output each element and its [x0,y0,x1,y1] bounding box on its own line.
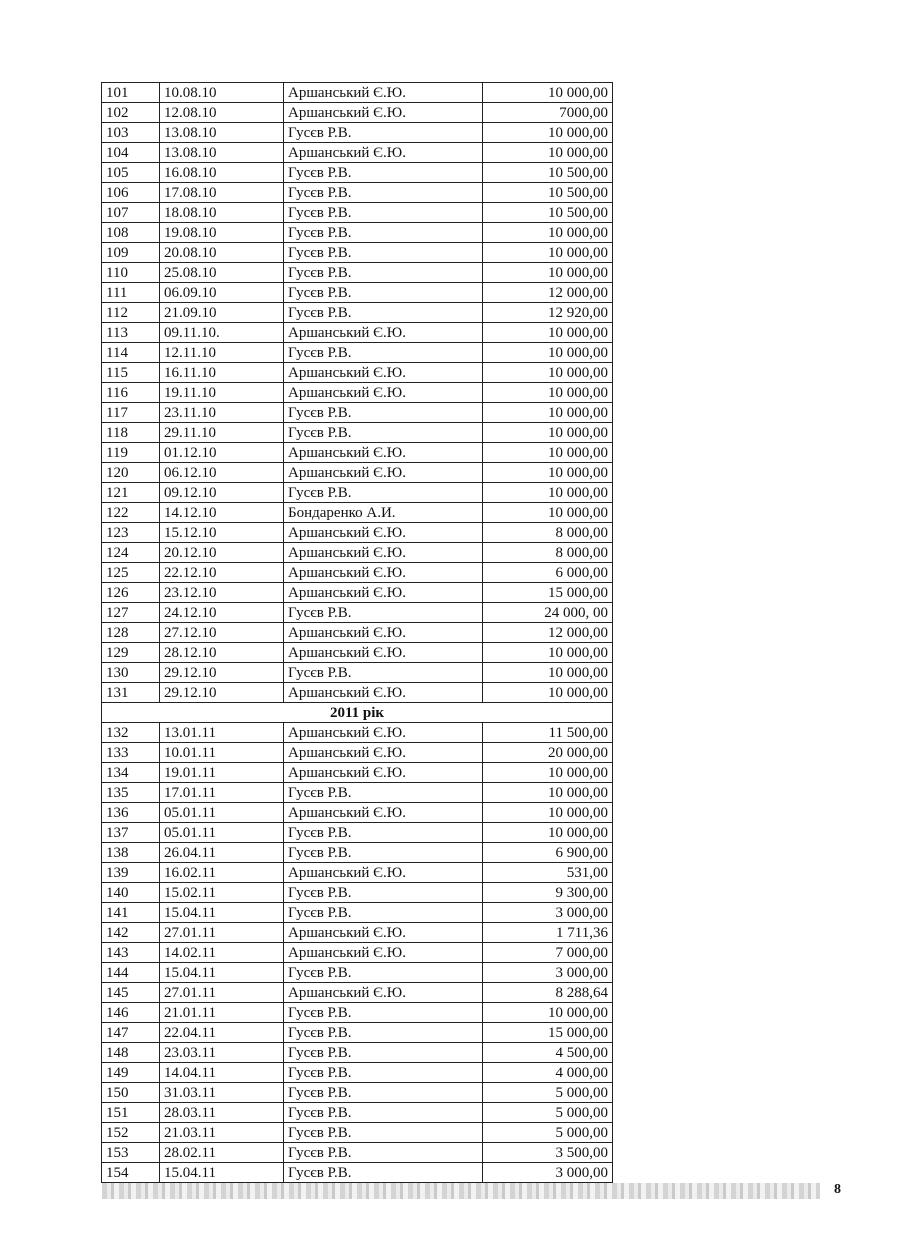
row-amount: 10 000,00 [483,223,613,243]
row-amount: 10 000,00 [483,663,613,683]
row-date: 27.01.11 [160,983,284,1003]
row-amount: 5 000,00 [483,1103,613,1123]
row-number: 139 [102,863,160,883]
row-date: 10.01.11 [160,743,284,763]
row-number: 120 [102,463,160,483]
table-row [102,143,613,163]
row-date: 05.01.11 [160,823,284,843]
row-number: 117 [102,403,160,423]
row-amount: 4 000,00 [483,1063,613,1083]
row-name: Гусєв Р.В. [284,263,483,283]
row-number: 111 [102,283,160,303]
row-amount: 10 000,00 [483,143,613,163]
row-amount: 8 288,64 [483,983,613,1003]
row-name: Аршанський Є.Ю. [284,623,483,643]
row-amount: 10 500,00 [483,163,613,183]
row-amount: 10 500,00 [483,183,613,203]
row-name: Гусєв Р.В. [284,1143,483,1163]
row-date: 22.12.10 [160,563,284,583]
row-name: Гусєв Р.В. [284,783,483,803]
row-name: Гусєв Р.В. [284,1003,483,1023]
row-amount: 11 500,00 [483,723,613,743]
row-name: Аршанський Є.Ю. [284,363,483,383]
row-name: Гусєв Р.В. [284,1163,483,1183]
row-amount: 10 000,00 [483,123,613,143]
row-name: Аршанський Є.Ю. [284,143,483,163]
row-amount: 3 500,00 [483,1143,613,1163]
row-amount: 3 000,00 [483,903,613,923]
row-name: Бондаренко А.И. [284,503,483,523]
table-row [102,1003,613,1023]
row-number: 140 [102,883,160,903]
row-number: 144 [102,963,160,983]
table-row [102,563,613,583]
row-amount: 3 000,00 [483,963,613,983]
row-name: Гусєв Р.В. [284,603,483,623]
row-date: 15.04.11 [160,903,284,923]
row-amount: 6 000,00 [483,563,613,583]
row-name: Аршанський Є.Ю. [284,683,483,703]
row-number: 132 [102,723,160,743]
row-name: Гусєв Р.В. [284,663,483,683]
row-amount: 15 000,00 [483,583,613,603]
row-amount: 5 000,00 [483,1083,613,1103]
row-amount: 9 300,00 [483,883,613,903]
table-row [102,223,613,243]
table-row [102,123,613,143]
row-number: 151 [102,1103,160,1123]
table-row [102,1163,613,1183]
row-number: 102 [102,103,160,123]
row-amount: 20 000,00 [483,743,613,763]
row-name: Гусєв Р.В. [284,1043,483,1063]
row-number: 142 [102,923,160,943]
row-date: 16.11.10 [160,363,284,383]
row-name: Гусєв Р.В. [284,203,483,223]
row-date: 16.02.11 [160,863,284,883]
row-number: 135 [102,783,160,803]
row-date: 09.11.10. [160,323,284,343]
row-name: Гусєв Р.В. [284,223,483,243]
scan-artifact-strip [102,1183,820,1199]
payments-table [101,82,613,1183]
row-date: 01.12.10 [160,443,284,463]
row-amount: 10 000,00 [483,263,613,283]
table-row [102,243,613,263]
table-row [102,943,613,963]
row-name: Гусєв Р.В. [284,403,483,423]
row-name: Гусєв Р.В. [284,1063,483,1083]
table-row [102,363,613,383]
table-row [102,883,613,903]
year-section [102,703,613,723]
row-name: Гусєв Р.В. [284,1083,483,1103]
row-number: 115 [102,363,160,383]
row-amount: 12 000,00 [483,283,613,303]
table-row [102,1043,613,1063]
row-name: Аршанський Є.Ю. [284,923,483,943]
row-name: Гусєв Р.В. [284,163,483,183]
row-date: 16.08.10 [160,163,284,183]
table-row [102,643,613,663]
table-body-2010 [102,83,613,703]
row-date: 22.04.11 [160,1023,284,1043]
row-date: 28.03.11 [160,1103,284,1123]
row-amount: 10 000,00 [483,1003,613,1023]
table-row [102,303,613,323]
row-date: 29.12.10 [160,683,284,703]
row-amount: 10 000,00 [483,643,613,663]
row-amount: 3 000,00 [483,1163,613,1183]
table-row [102,663,613,683]
row-date: 27.01.11 [160,923,284,943]
table-body-2011 [102,723,613,1183]
year-heading: 2011 рік [102,703,613,723]
row-number: 121 [102,483,160,503]
row-number: 106 [102,183,160,203]
row-number: 143 [102,943,160,963]
table-row [102,83,613,103]
table-row [102,863,613,883]
row-date: 21.09.10 [160,303,284,323]
table-row [102,1143,613,1163]
row-date: 29.12.10 [160,663,284,683]
row-amount: 10 000,00 [483,83,613,103]
row-date: 24.12.10 [160,603,284,623]
row-name: Гусєв Р.В. [284,423,483,443]
page-number: 8 [834,1182,841,1197]
row-date: 06.12.10 [160,463,284,483]
row-amount: 12 000,00 [483,623,613,643]
row-date: 12.11.10 [160,343,284,363]
row-name: Аршанський Є.Ю. [284,743,483,763]
row-name: Аршанський Є.Ю. [284,803,483,823]
row-date: 18.08.10 [160,203,284,223]
row-number: 116 [102,383,160,403]
row-number: 118 [102,423,160,443]
row-name: Аршанський Є.Ю. [284,983,483,1003]
row-number: 145 [102,983,160,1003]
table-row [102,723,613,743]
row-date: 13.01.11 [160,723,284,743]
row-date: 15.02.11 [160,883,284,903]
table-row [102,743,613,763]
row-date: 15.04.11 [160,1163,284,1183]
table-row [102,183,613,203]
table-row [102,983,613,1003]
row-date: 09.12.10 [160,483,284,503]
row-date: 31.03.11 [160,1083,284,1103]
row-name: Аршанський Є.Ю. [284,463,483,483]
row-name: Гусєв Р.В. [284,843,483,863]
row-amount: 10 000,00 [483,383,613,403]
row-name: Аршанський Є.Ю. [284,383,483,403]
row-date: 28.12.10 [160,643,284,663]
row-name: Гусєв Р.В. [284,883,483,903]
row-amount: 10 000,00 [483,403,613,423]
row-number: 103 [102,123,160,143]
row-name: Гусєв Р.В. [284,183,483,203]
table-row [102,443,613,463]
table-row [102,1083,613,1103]
row-name: Гусєв Р.В. [284,1123,483,1143]
table-row [102,783,613,803]
row-name: Гусєв Р.В. [284,123,483,143]
row-number: 146 [102,1003,160,1023]
table-row [102,1123,613,1143]
row-amount: 10 000,00 [483,683,613,703]
table-row [102,343,613,363]
row-date: 13.08.10 [160,123,284,143]
row-amount: 10 000,00 [483,823,613,843]
row-amount: 10 500,00 [483,203,613,223]
row-number: 138 [102,843,160,863]
row-date: 20.08.10 [160,243,284,263]
row-amount: 8 000,00 [483,543,613,563]
table-row [102,543,613,563]
row-number: 124 [102,543,160,563]
row-number: 133 [102,743,160,763]
row-amount: 10 000,00 [483,423,613,443]
row-date: 27.12.10 [160,623,284,643]
row-amount: 10 000,00 [483,803,613,823]
row-number: 107 [102,203,160,223]
row-date: 05.01.11 [160,803,284,823]
row-number: 152 [102,1123,160,1143]
table-row [102,203,613,223]
row-number: 126 [102,583,160,603]
row-number: 129 [102,643,160,663]
row-date: 23.12.10 [160,583,284,603]
row-name: Гусєв Р.В. [284,1023,483,1043]
table-row [102,903,613,923]
row-name: Аршанський Є.Ю. [284,723,483,743]
row-number: 125 [102,563,160,583]
row-name: Гусєв Р.В. [284,1103,483,1123]
row-amount: 10 000,00 [483,363,613,383]
row-number: 123 [102,523,160,543]
row-date: 29.11.10 [160,423,284,443]
row-date: 15.12.10 [160,523,284,543]
table-row [102,283,613,303]
row-amount: 10 000,00 [483,243,613,263]
table-row [102,843,613,863]
row-name: Гусєв Р.В. [284,483,483,503]
row-name: Аршанський Є.Ю. [284,323,483,343]
row-amount: 7 000,00 [483,943,613,963]
row-number: 136 [102,803,160,823]
row-amount: 10 000,00 [483,483,613,503]
row-number: 113 [102,323,160,343]
row-amount: 15 000,00 [483,1023,613,1043]
row-amount: 10 000,00 [483,323,613,343]
row-date: 14.12.10 [160,503,284,523]
row-number: 105 [102,163,160,183]
row-date: 26.04.11 [160,843,284,863]
row-date: 23.11.10 [160,403,284,423]
row-date: 19.11.10 [160,383,284,403]
row-number: 114 [102,343,160,363]
row-amount: 10 000,00 [483,763,613,783]
row-date: 17.01.11 [160,783,284,803]
row-number: 108 [102,223,160,243]
row-number: 154 [102,1163,160,1183]
row-date: 19.08.10 [160,223,284,243]
row-name: Гусєв Р.В. [284,303,483,323]
row-date: 23.03.11 [160,1043,284,1063]
table-row [102,963,613,983]
table-row [102,603,613,623]
row-name: Аршанський Є.Ю. [284,643,483,663]
row-amount: 1 711,36 [483,923,613,943]
row-date: 13.08.10 [160,143,284,163]
row-date: 10.08.10 [160,83,284,103]
row-name: Аршанський Є.Ю. [284,943,483,963]
row-name: Аршанський Є.Ю. [284,563,483,583]
row-amount: 7000,00 [483,103,613,123]
row-amount: 10 000,00 [483,463,613,483]
row-number: 110 [102,263,160,283]
row-date: 20.12.10 [160,543,284,563]
row-date: 14.02.11 [160,943,284,963]
row-number: 109 [102,243,160,263]
row-date: 21.03.11 [160,1123,284,1143]
row-number: 141 [102,903,160,923]
row-number: 150 [102,1083,160,1103]
row-number: 131 [102,683,160,703]
row-date: 12.08.10 [160,103,284,123]
row-name: Аршанський Є.Ю. [284,523,483,543]
row-number: 128 [102,623,160,643]
table-row [102,103,613,123]
row-date: 28.02.11 [160,1143,284,1163]
row-name: Аршанський Є.Ю. [284,83,483,103]
row-name: Гусєв Р.В. [284,243,483,263]
row-name: Аршанський Є.Ю. [284,763,483,783]
row-amount: 10 000,00 [483,503,613,523]
table-row [102,163,613,183]
row-name: Гусєв Р.В. [284,283,483,303]
table-row [102,503,613,523]
row-date: 06.09.10 [160,283,284,303]
table-row [102,1103,613,1123]
row-amount: 12 920,00 [483,303,613,323]
table-row [102,423,613,443]
table-row [102,523,613,543]
row-number: 130 [102,663,160,683]
row-date: 15.04.11 [160,963,284,983]
row-name: Аршанський Є.Ю. [284,543,483,563]
table-row [102,1023,613,1043]
table-row [102,1063,613,1083]
row-date: 25.08.10 [160,263,284,283]
year-heading-row [102,703,613,723]
table-row [102,263,613,283]
row-name: Гусєв Р.В. [284,903,483,923]
row-number: 149 [102,1063,160,1083]
row-name: Аршанський Є.Ю. [284,443,483,463]
row-date: 17.08.10 [160,183,284,203]
row-amount: 8 000,00 [483,523,613,543]
table-row [102,823,613,843]
row-name: Аршанський Є.Ю. [284,103,483,123]
row-date: 21.01.11 [160,1003,284,1023]
row-name: Гусєв Р.В. [284,343,483,363]
row-number: 137 [102,823,160,843]
table-row [102,483,613,503]
table-row [102,383,613,403]
row-amount: 24 000, 00 [483,603,613,623]
row-number: 101 [102,83,160,103]
table-row [102,803,613,823]
table-row [102,323,613,343]
row-amount: 531,00 [483,863,613,883]
row-date: 19.01.11 [160,763,284,783]
table-row [102,923,613,943]
row-number: 112 [102,303,160,323]
row-number: 122 [102,503,160,523]
row-number: 134 [102,763,160,783]
table-row [102,683,613,703]
row-amount: 5 000,00 [483,1123,613,1143]
row-name: Аршанський Є.Ю. [284,863,483,883]
table-row [102,623,613,643]
table-row [102,763,613,783]
table-row [102,583,613,603]
table-row [102,463,613,483]
row-number: 127 [102,603,160,623]
row-number: 147 [102,1023,160,1043]
row-name: Гусєв Р.В. [284,963,483,983]
row-amount: 10 000,00 [483,343,613,363]
row-number: 153 [102,1143,160,1163]
row-number: 119 [102,443,160,463]
row-date: 14.04.11 [160,1063,284,1083]
row-amount: 4 500,00 [483,1043,613,1063]
table-row [102,403,613,423]
row-amount: 10 000,00 [483,783,613,803]
row-name: Аршанський Є.Ю. [284,583,483,603]
row-amount: 10 000,00 [483,443,613,463]
row-name: Гусєв Р.В. [284,823,483,843]
row-number: 148 [102,1043,160,1063]
row-number: 104 [102,143,160,163]
row-amount: 6 900,00 [483,843,613,863]
